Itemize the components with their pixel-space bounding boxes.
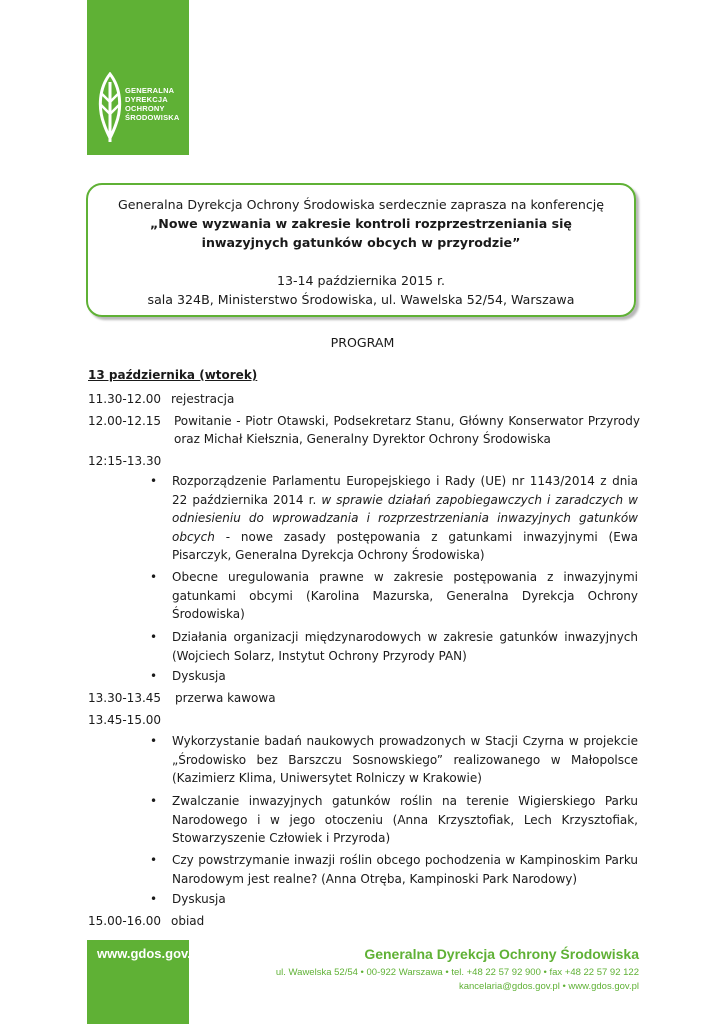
list-item: Działania organizacji międzynarodowych w zakresie gatunków inwazyjnych (Wojciech Solarz, Instytut Ochrony Przyrody PAN) — [172, 630, 638, 663]
logo-line: OCHRONY — [125, 104, 165, 113]
schedule-row — [88, 412, 161, 430]
list-item — [172, 472, 638, 565]
item-text: Rozporządzenie Parlamentu Europejskiego i Rady (UE) nr 1143/2014 z dnia 22 października 2014 r. — [172, 474, 638, 507]
bullet-icon: • — [150, 734, 158, 748]
slot-time: 12.00-12.15 — [88, 414, 162, 428]
slot-time: 13.45-15.00 — [88, 713, 162, 727]
slot-text: obiad — [171, 914, 205, 928]
invitation-intro: Generalna Dyrekcja Ochrony Środowiska serdecznie zaprasza na konferencję — [118, 197, 604, 212]
bullet-icon: • — [150, 669, 158, 683]
list-item: Czy powstrzymanie inwazji roślin obcego pochodzenia w Kampinoskim Parku Narodowym jest realne? (Anna Otręba, Kampinoski Park Narodowy) — [172, 853, 638, 886]
bullet-icon: • — [150, 892, 158, 906]
slot-time: 13.30-13.45 — [88, 691, 162, 705]
item-text: - nowe zasady postępowania z gatunkami inwazyjnymi (Ewa Pisarczyk, Generalna Dyrekcja Ochrony Środowiska) — [172, 529, 638, 562]
slot-time: 12:15-13.30 — [88, 454, 162, 468]
bullet-icon: • — [150, 794, 158, 808]
footer-address: ul. Wawelska 52/54 • 00-922 Warszawa • tel. +48 22 57 92 900 • fax +48 22 57 92 122 — [275, 967, 639, 978]
bullet-icon: • — [150, 474, 158, 488]
logo-line: DYREKCJA — [125, 95, 168, 104]
logo-text — [125, 86, 180, 122]
item-regulation-title: w sprawie działań zapobiegawczych i zaradczych w odniesieniu do wprowadzania i rozprzestrzeniania inwazyjnych gatunków obcych — [172, 492, 638, 544]
footer-email[interactable]: kancelaria@gdos.gov.pl • www.gdos.gov.pl — [458, 981, 639, 992]
bullet-icon: • — [150, 570, 158, 584]
slot-time: 11.30-12.00 — [88, 392, 162, 406]
conference-title-line1: „Nowe wyzwania w zakresie kontroli rozprzestrzeniania się — [150, 216, 572, 231]
schedule-row — [88, 452, 161, 470]
program-title: PROGRAM — [330, 335, 395, 350]
slot-text: oraz Michał Kiełsznia, Generalny Dyrektor Ochrony Środowiska — [174, 432, 551, 446]
slot-time: 15.00-16.00 — [88, 914, 162, 928]
invitation-box — [86, 183, 636, 317]
slot-text: rejestracja — [171, 392, 235, 406]
schedule-row — [88, 689, 161, 707]
day-heading: 13 października (wtorek) — [88, 368, 258, 382]
list-item: Dyskusja — [172, 892, 226, 906]
footer-org-name: Generalna Dyrekcja Ochrony Środowiska — [364, 946, 639, 962]
conference-date: 13-14 października 2015 r. — [276, 273, 446, 288]
schedule-row — [88, 390, 161, 408]
list-item: Zwalczanie inwazyjnych gatunków roślin na terenie Wigierskiego Parku Narodowego i w jego otoczeniu (Anna Krzysztofiak, Lech Krzysztofiak, Stowarzyszenie Człowiek i Przyroda) — [172, 794, 638, 845]
schedule-row — [88, 711, 161, 729]
logo — [87, 0, 189, 155]
conference-title-line2: inwazyjnych gatunków obcych w przyrodzie” — [201, 235, 521, 250]
footer-url[interactable]: www.gdos.gov.pl — [97, 946, 203, 961]
leaf-icon — [96, 72, 124, 144]
logo-line: GENERALNA — [125, 86, 175, 95]
logo-line: ŚRODOWISKA — [125, 113, 180, 122]
conference-venue: sala 324B, Ministerstwo Środowiska, ul. Wawelska 52/54, Warszawa — [147, 292, 575, 307]
list-item: Obecne uregulowania prawne w zakresie postępowania z inwazyjnymi gatunkami obcymi (Karolina Mazurska, Generalna Dyrekcja Ochrony Środowiska) — [172, 570, 638, 621]
schedule-row — [88, 912, 161, 930]
list-item: Dyskusja — [172, 669, 226, 683]
bullet-icon: • — [150, 630, 158, 644]
footer-contact — [276, 946, 639, 994]
list-item: Wykorzystanie badań naukowych prowadzonych w Stacji Czyrna w projekcie „Środowisko bez Barszczu Sosnowskiego” realizowanego w Małopolsce (Kazimierz Klima, Uniwersytet Rolniczy w Krakowie) — [172, 734, 638, 785]
slot-text: Powitanie - Piotr Otawski, Podsekretarz Stanu, Główny Konserwator Przyrody — [174, 414, 640, 428]
footer-url-box — [87, 940, 203, 1024]
bullet-icon: • — [150, 853, 158, 867]
slot-text: przerwa kawowa — [175, 691, 276, 705]
